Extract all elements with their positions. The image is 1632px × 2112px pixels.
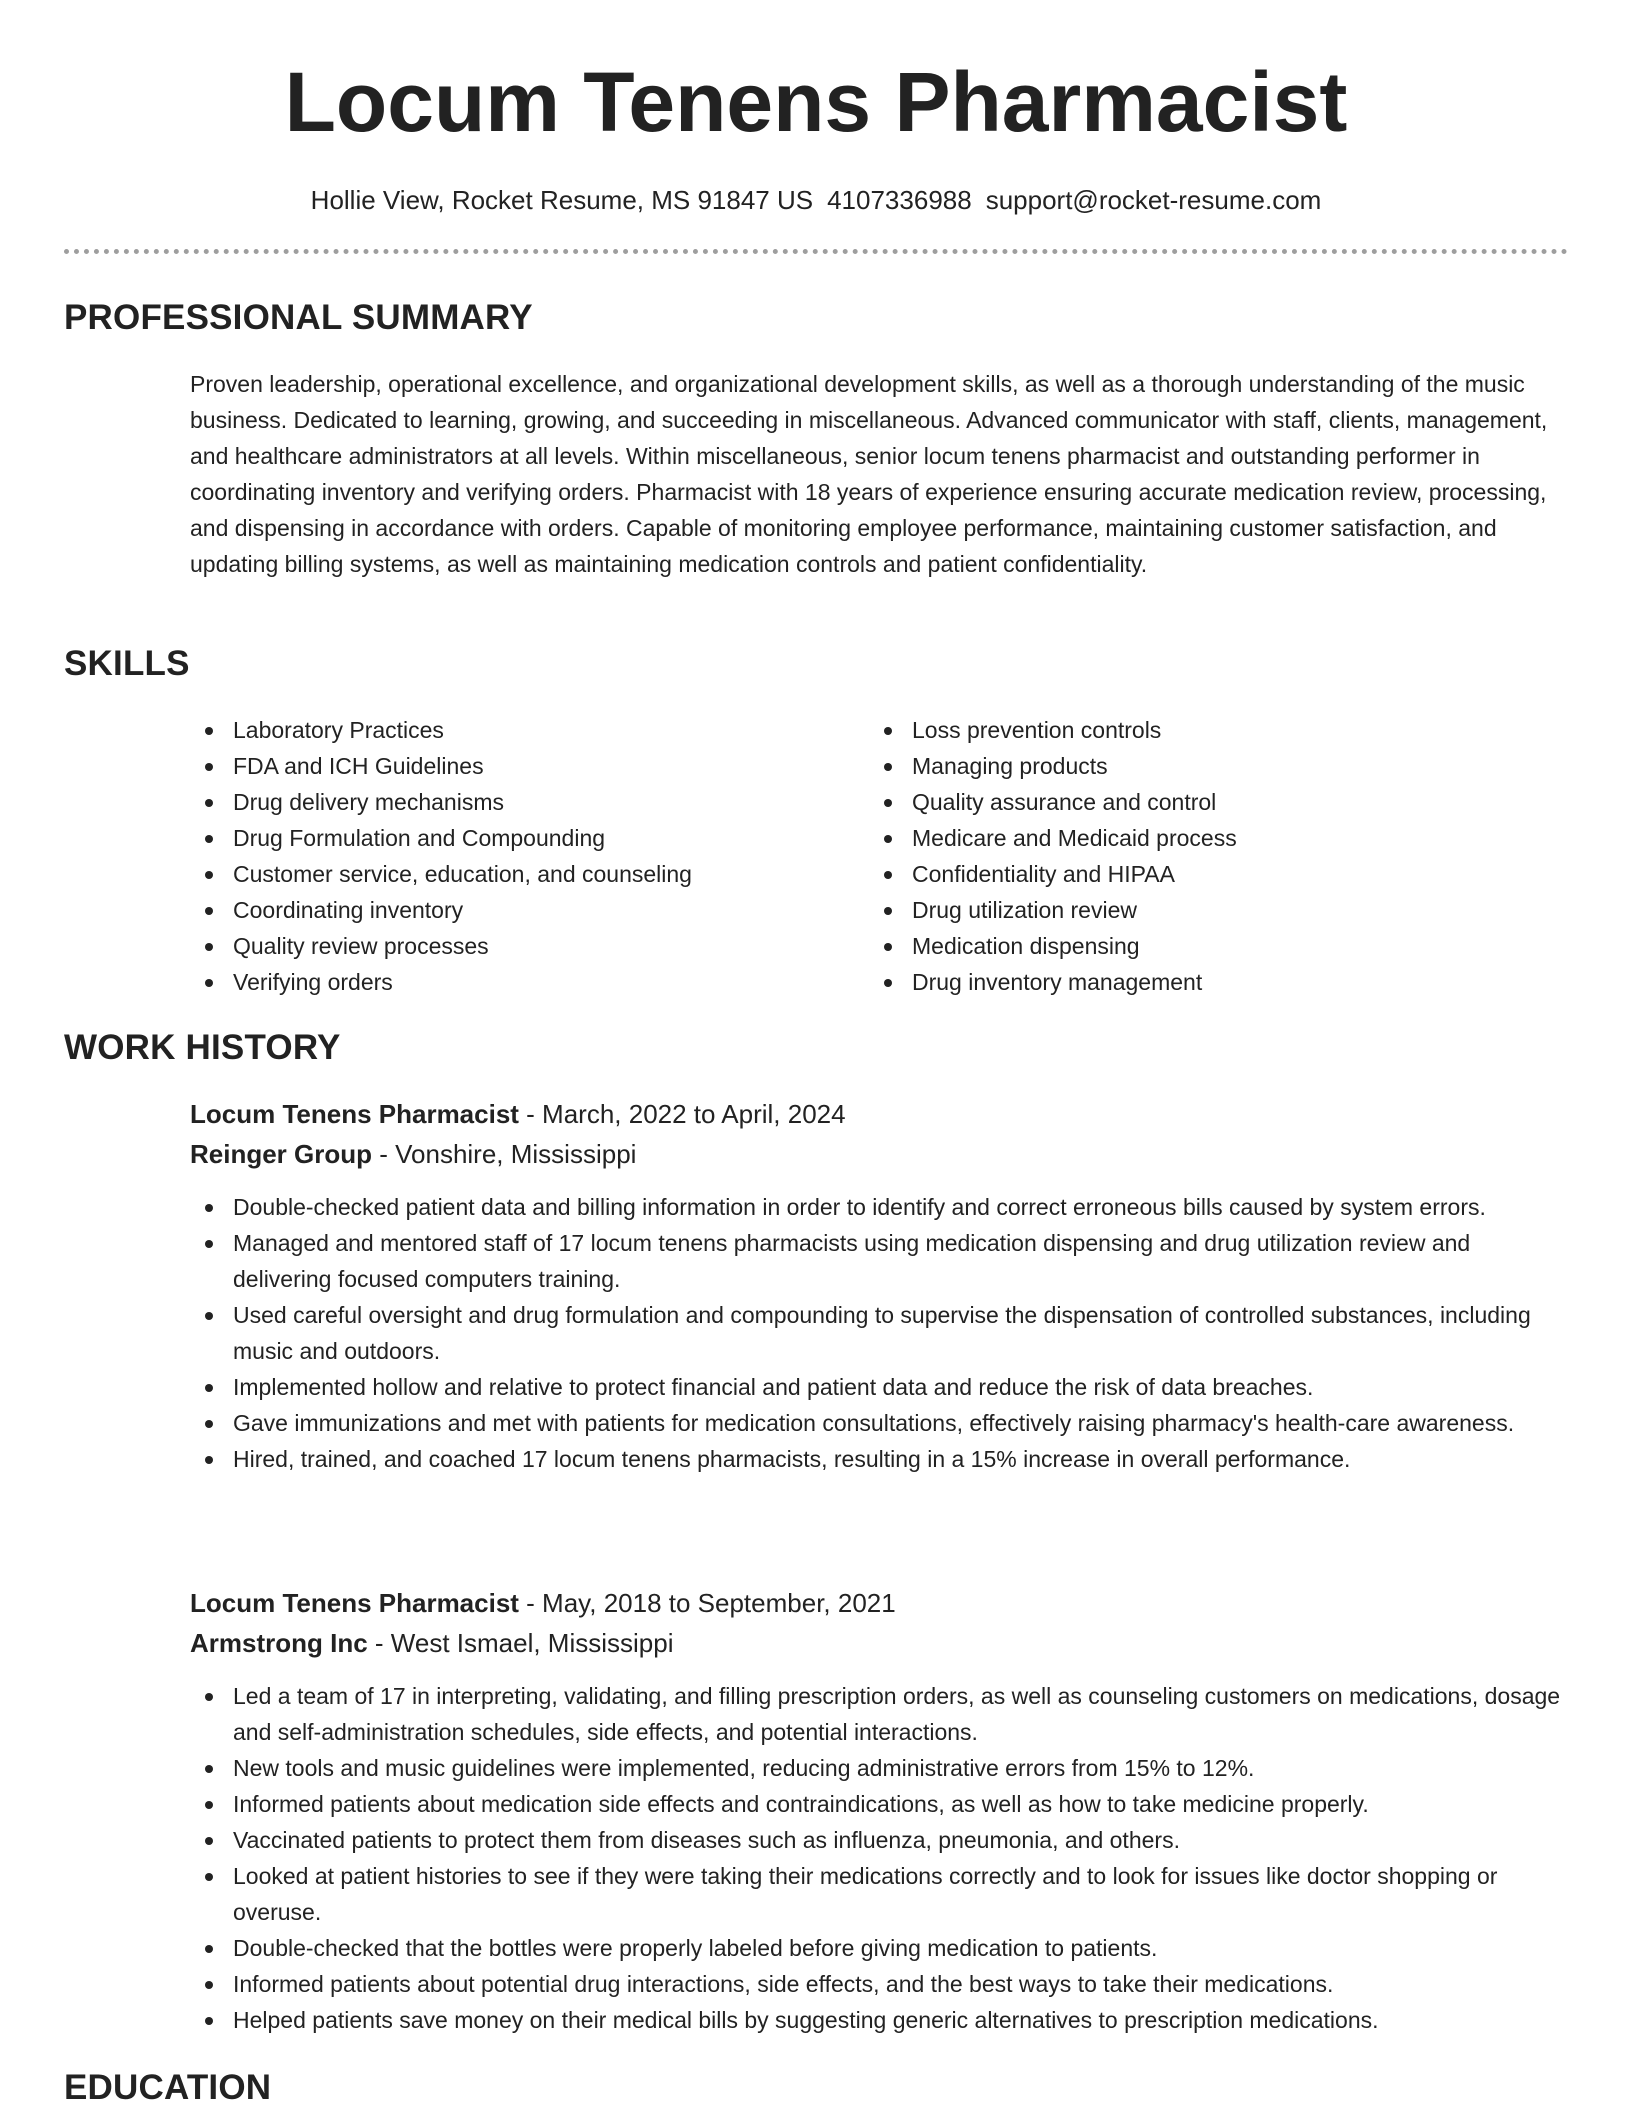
skill-item: Confidentiality and HIPAA — [869, 856, 1529, 892]
contact-line — [0, 182, 1632, 218]
skill-item: Managing products — [869, 748, 1529, 784]
skill-item: Medicare and Medicaid process — [869, 820, 1529, 856]
skills-list-right — [869, 712, 1529, 1000]
job-bullet: Looked at patient histories to see if they were taking their medications correctly and to look for issues like doctor shopping or overuse. — [190, 1858, 1570, 1930]
skill-item: Quality review processes — [190, 928, 850, 964]
skill-item: Drug inventory management — [869, 964, 1529, 1000]
contact-address: Hollie View, Rocket Resume, MS 91847 US — [310, 185, 814, 215]
job-bullet: Helped patients save money on their medical bills by suggesting generic alternatives to prescription medications. — [190, 2002, 1570, 2038]
section-title-education: EDUCATION — [64, 2068, 272, 2107]
job-company-line — [190, 1136, 636, 1172]
skill-item: Verifying orders — [190, 964, 850, 1000]
job-bullet: Informed patients about potential drug interactions, side effects, and the best ways to take their medications. — [190, 1966, 1570, 2002]
job-location: - Vonshire, Mississippi — [372, 1139, 637, 1169]
skill-item: Drug delivery mechanisms — [190, 784, 850, 820]
job-company: Armstrong Inc — [190, 1628, 368, 1658]
skill-item: Customer service, education, and counseling — [190, 856, 850, 892]
skill-item: Laboratory Practices — [190, 712, 850, 748]
job-bullet: Implemented hollow and relative to protect financial and patient data and reduce the risk of data breaches. — [190, 1369, 1570, 1405]
skill-item: FDA and ICH Guidelines — [190, 748, 850, 784]
job-title-line — [190, 1096, 846, 1132]
section-title-skills: SKILLS — [64, 644, 190, 683]
job-bullet: Hired, trained, and coached 17 locum tenens pharmacists, resulting in a 15% increase in overall performance. — [190, 1441, 1570, 1477]
job-bullet: Informed patients about medication side effects and contraindications, as well as how to take medicine properly. — [190, 1786, 1570, 1822]
skill-item: Drug utilization review — [869, 892, 1529, 928]
job-bullets — [190, 1189, 1570, 1477]
job-company-line — [190, 1625, 673, 1661]
job-bullet: Used careful oversight and drug formulation and compounding to supervise the dispensation of controlled substances, including music and outdoors. — [190, 1297, 1570, 1369]
job-location: - West Ismael, Mississippi — [367, 1628, 674, 1658]
job-bullets — [190, 1678, 1570, 2038]
skill-item: Loss prevention controls — [869, 712, 1529, 748]
skill-item: Medication dispensing — [869, 928, 1529, 964]
job-bullet: New tools and music guidelines were implemented, reducing administrative errors from 15% to 12%. — [190, 1750, 1570, 1786]
job-bullet: Managed and mentored staff of 17 locum tenens pharmacists using medication dispensing and drug utilization review and delivering focused computers training. — [190, 1225, 1570, 1297]
job-title: Locum Tenens Pharmacist — [190, 1099, 519, 1129]
summary-text: Proven leadership, operational excellence, and organizational development skills, as well as a thorough understanding of the music business. Dedicated to learning, growing, and succeeding in miscellaneous. Advanced communicator with staff, clients, management, and healthcare administrators at all levels. Within miscellaneous, senior locum tenens pharmacist and outstanding performer in coordinating inventory and verifying orders. Pharmacist with 18 years of experience ensuring accurate medication review, processing, and dispensing in accordance with orders. Capable of monitoring employee performance, maintaining customer satisfaction, and updating billing systems, as well as maintaining medication controls and patient confidentiality. — [190, 371, 1548, 577]
job-bullet: Led a team of 17 in interpreting, validating, and filling prescription orders, as well as counseling customers on medications, dosage and self-administration schedules, side effects, and potential interactions. — [190, 1678, 1570, 1750]
job-title: Locum Tenens Pharmacist — [190, 1588, 519, 1618]
job-title-line — [190, 1585, 896, 1621]
contact-phone: 4107336988 — [827, 185, 972, 215]
job-bullet: Gave immunizations and met with patients for medication consultations, effectively raising pharmacy's health-care awareness. — [190, 1405, 1570, 1441]
job-bullet: Vaccinated patients to protect them from diseases such as influenza, pneumonia, and others. — [190, 1822, 1570, 1858]
skill-item: Coordinating inventory — [190, 892, 850, 928]
job-bullet: Double-checked that the bottles were properly labeled before giving medication to patients. — [190, 1930, 1570, 1966]
job-bullet: Double-checked patient data and billing information in order to identify and correct erroneous bills caused by system errors. — [190, 1189, 1570, 1225]
skill-item: Drug Formulation and Compounding — [190, 820, 850, 856]
section-title-summary: PROFESSIONAL SUMMARY — [64, 298, 533, 337]
job-dates: - March, 2022 to April, 2024 — [518, 1099, 846, 1129]
contact-email: support@rocket-resume.com — [985, 185, 1322, 215]
section-title-work: WORK HISTORY — [64, 1028, 341, 1067]
skills-list-left — [190, 712, 850, 1000]
job-dates: - May, 2018 to September, 2021 — [518, 1588, 896, 1618]
header-divider — [64, 249, 1568, 254]
resume-name: Locum Tenens Pharmacist — [284, 55, 1348, 149]
skill-item: Quality assurance and control — [869, 784, 1529, 820]
job-company: Reinger Group — [190, 1139, 373, 1169]
